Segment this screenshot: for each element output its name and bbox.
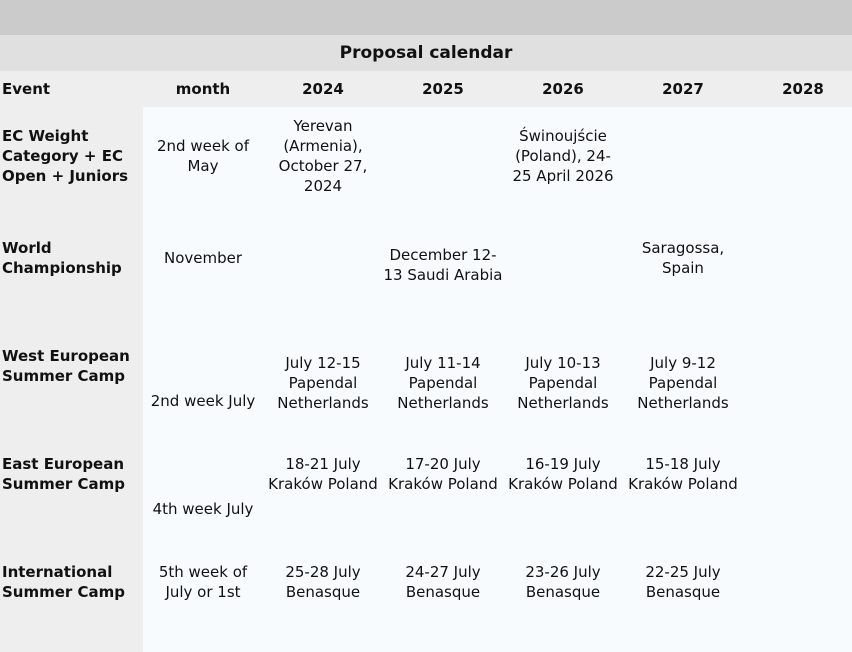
row-event-world-championship: World Championship xyxy=(2,239,122,277)
table-header xyxy=(0,71,852,107)
row-event-international: International Summer Camp xyxy=(2,563,126,601)
cell-month: 2nd week of May xyxy=(157,137,249,175)
row-event-ec-weight: EC Weight Category + EC Open + Juniors xyxy=(2,127,129,185)
cell-2026: 23-26 July Benasque xyxy=(525,563,601,601)
row-event-west-european: West European Summer Camp xyxy=(2,347,130,385)
header-2025: 2025 xyxy=(422,80,464,98)
cell-month: 2nd week July xyxy=(150,392,256,410)
cell-2024: 18-21 July Kraków Poland xyxy=(268,455,378,493)
header-2026: 2026 xyxy=(542,80,584,98)
header-2027: 2027 xyxy=(662,80,704,98)
cell-2026: 16-19 July Kraków Poland xyxy=(508,455,618,493)
cell-2026: Świnoujście (Poland), 24-25 April 2026 xyxy=(512,127,614,185)
header-2028: 2028 xyxy=(782,80,824,98)
cell-month: November xyxy=(163,249,243,267)
header-month: month xyxy=(175,80,231,98)
cell-month: 4th week July xyxy=(152,500,254,518)
row-event-east-european: East European Summer Camp xyxy=(2,455,126,493)
cell-2027: July 9-12 Papendal Netherlands xyxy=(637,354,729,412)
cell-2025: December 12-13 Saudi Arabia xyxy=(383,246,503,284)
cell-2024: 25-28 July Benasque xyxy=(285,563,361,601)
cell-2027: 15-18 July Kraków Poland xyxy=(628,455,738,493)
cell-2024: July 12-15 Papendal Netherlands xyxy=(277,354,369,412)
top-bar xyxy=(0,0,852,35)
cell-2024: Yerevan (Armenia), October 27, 2024 xyxy=(278,117,368,195)
cell-2025: July 11-14 Papendal Netherlands xyxy=(397,354,489,412)
cell-2026: July 10-13 Papendal Netherlands xyxy=(517,354,609,412)
cell-2027: Saragossa, Spain xyxy=(641,239,725,277)
header-2024: 2024 xyxy=(302,80,344,98)
cell-2025: 24-27 July Benasque xyxy=(405,563,481,601)
cell-2025: 17-20 July Kraków Poland xyxy=(388,455,498,493)
page-title: Proposal calendar xyxy=(0,35,852,71)
cell-month: 5th week of July or 1st xyxy=(158,563,248,601)
header-event: Event xyxy=(2,80,51,98)
cell-2027: 22-25 July Benasque xyxy=(645,563,721,601)
